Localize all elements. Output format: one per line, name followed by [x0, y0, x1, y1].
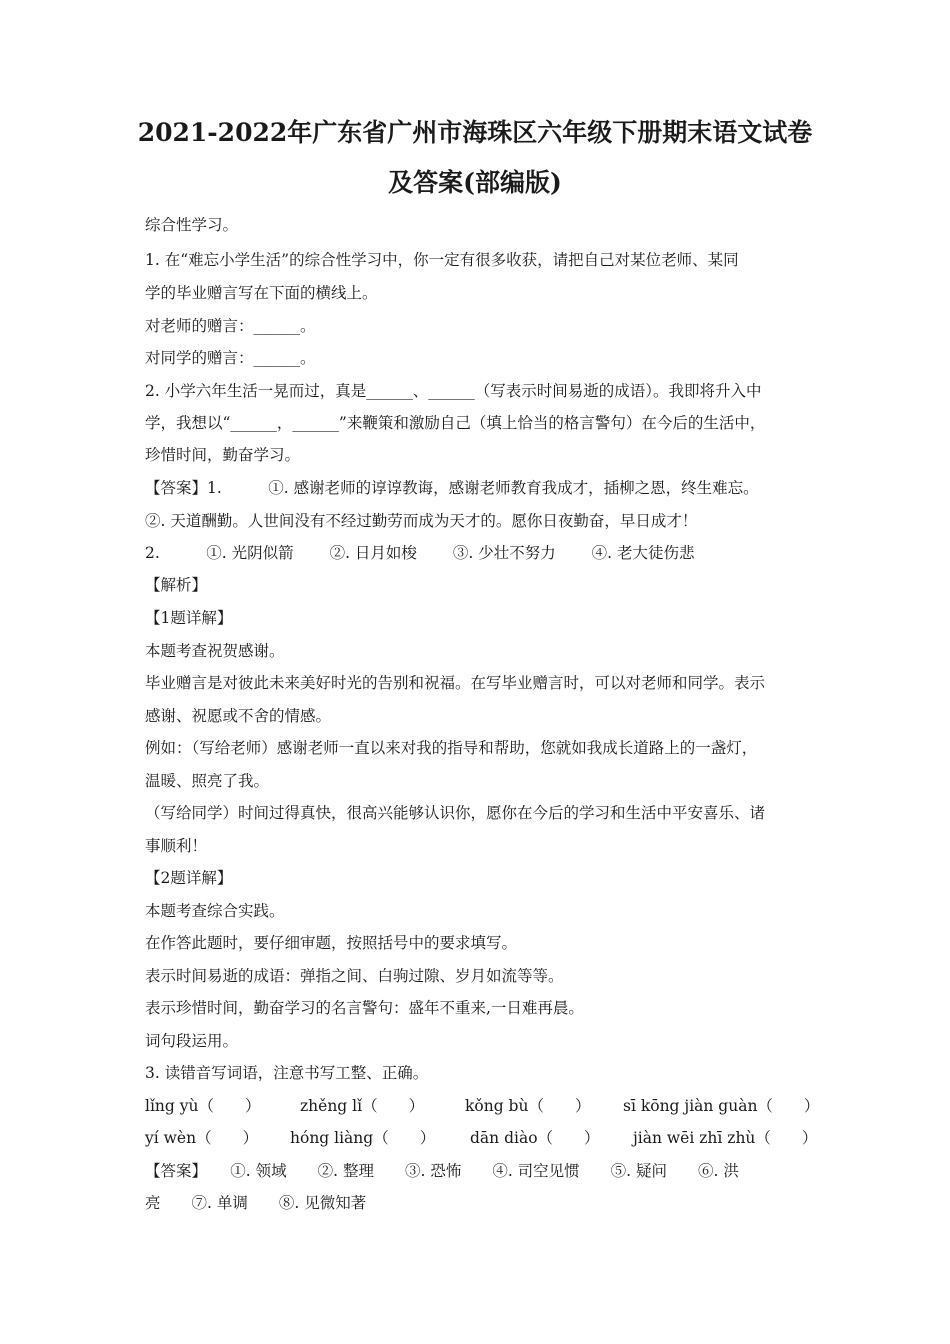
text-line: 对老师的赠言：______。 — [145, 317, 316, 335]
document-title-line-1: 2021-2022年广东省广州市海珠区六年级下册期末语文试卷 — [137, 118, 813, 147]
text-line: 3. 读错音写词语，注意书写工整、正确。 — [145, 1064, 429, 1082]
text-line: 温暖、照亮了我。 — [145, 772, 270, 790]
section-heading: 【1题详解】 — [145, 609, 233, 627]
text-line: 珍惜时间，勤奋学习。 — [145, 446, 301, 464]
text-line: 例如：（写给老师）感谢老师一直以来对我的指导和帮助，您就如我成长道路上的一盏灯， — [145, 739, 758, 757]
pinyin-item: jiàn wēi zhī zhù（ ） — [633, 1129, 818, 1147]
answer-line: 【答案】1. ①. 感谢老师的谆谆教诲，感谢老师教育我成才，插柳之恩，终生难忘。 — [145, 479, 759, 497]
pinyin-item: yí wèn（ ） — [145, 1129, 259, 1147]
text-line: 表示珍惜时间，勤奋学习的名言警句：盛年不重来,一日难再晨。 — [145, 999, 584, 1017]
text-line: 对同学的赠言：______。 — [145, 349, 316, 367]
answer-line: 2. ①. 光阴似箭 ②. 日月如梭 ③. 少壮不努力 ④. 老大徒伤悲 — [145, 544, 695, 562]
pinyin-item: kǒng bù（ ） — [465, 1097, 591, 1115]
text-line: 感谢、祝愿或不舍的情感。 — [145, 707, 332, 725]
text-line: 学的毕业赠言写在下面的横线上。 — [145, 284, 378, 302]
text-line: 2. 小学六年生活一晃而过，真是______、______（写表示时间易逝的成语）。我即将升入中 — [145, 382, 762, 400]
pinyin-item: zhěng lǐ（ ） — [300, 1097, 425, 1115]
pinyin-item: dān diào（ ） — [470, 1129, 600, 1147]
text-line: 在作答此题时，要仔细审题，按照括号中的要求填写。 — [145, 934, 518, 952]
text-line: （写给同学）时间过得真快，很高兴能够认识你，愿你在今后的学习和生活中平安喜乐、诸 — [145, 804, 766, 822]
text-line: 事顺利！ — [145, 837, 208, 855]
section-heading: 【解析】 — [145, 576, 208, 594]
text-line: 本题考查祝贺感谢。 — [145, 642, 285, 660]
text-line: 学，我想以“______，______”来鞭策和激励自己（填上恰当的格言警句）在今后的生活中， — [145, 414, 766, 432]
text-line: 表示时间易逝的成语：弹指之间、白驹过隙、岁月如流等等。 — [145, 967, 564, 985]
pinyin-item: hóng liàng（ ） — [290, 1129, 436, 1147]
answer-line: 【答案】 ①. 领域 ②. 整理 ③. 恐怖 ④. 司空见惯 ⑤. 疑问 ⑥. 洪 — [145, 1162, 739, 1180]
answer-line: ②. 天道酬勤。人世间没有不经过勤劳而成为天才的。愿你日夜勤奋，早日成才！ — [145, 512, 698, 530]
text-line: 毕业赠言是对彼此未来美好时光的告别和祝福。在写毕业赠言时，可以对老师和同学。表示 — [145, 674, 766, 692]
text-line: 综合性学习。 — [145, 216, 239, 234]
text-line: 词句段运用。 — [145, 1032, 239, 1050]
pinyin-item: sī kōng jiàn guàn（ ） — [623, 1097, 820, 1115]
text-line: 本题考查综合实践。 — [145, 902, 285, 920]
text-line: 1. 在“难忘小学生活”的综合性学习中，你一定有很多收获，请把自己对某位老师、某同 — [145, 251, 739, 269]
answer-line: 亮 ⑦. 单调 ⑧. 见微知著 — [145, 1194, 367, 1212]
document-title-line-2: 及答案(部编版) — [388, 168, 562, 197]
pinyin-item: lǐng yù（ ） — [145, 1097, 261, 1115]
section-heading: 【2题详解】 — [145, 869, 233, 887]
